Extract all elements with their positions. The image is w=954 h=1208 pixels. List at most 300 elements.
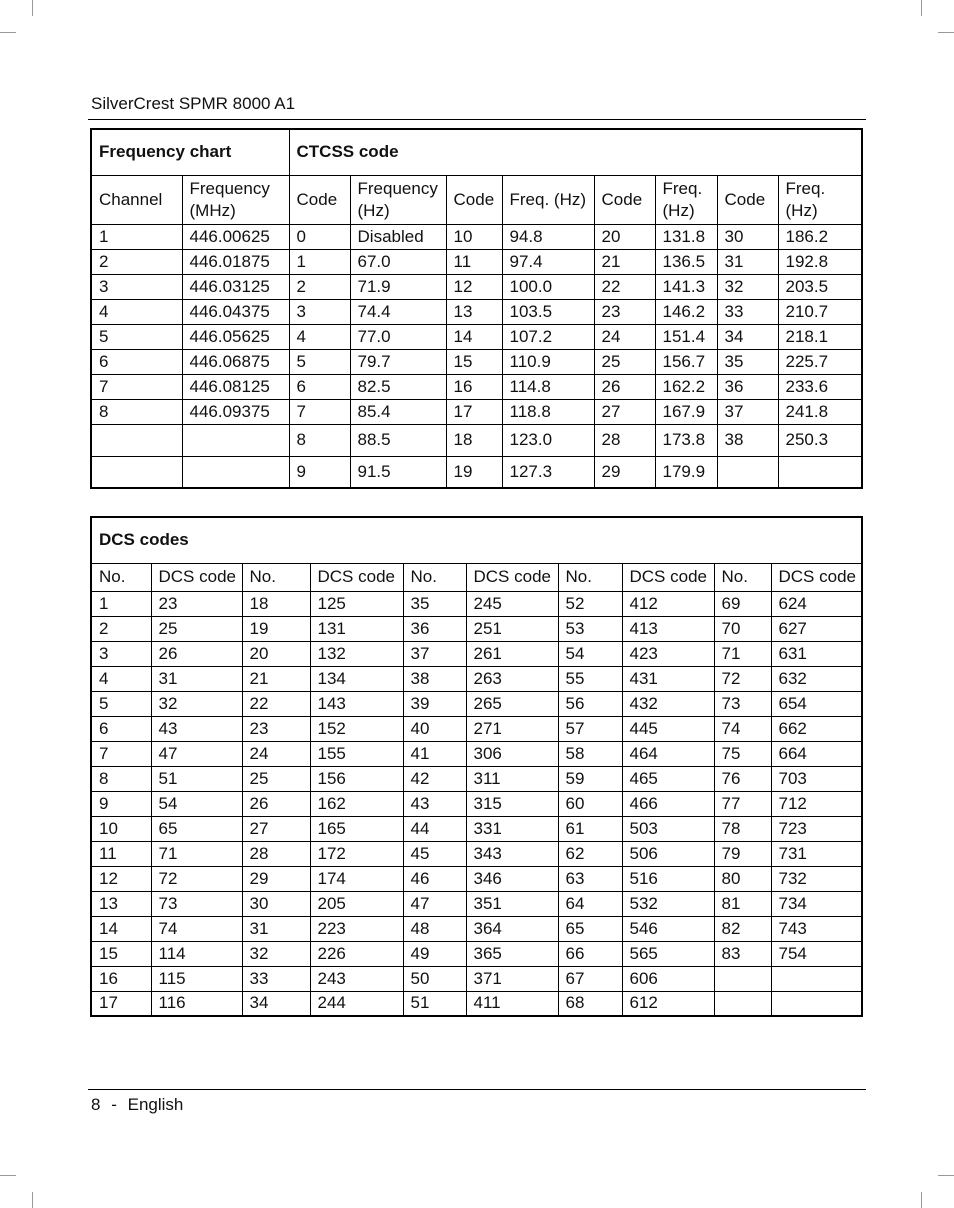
column-header: DCS code <box>771 563 862 591</box>
table-cell: 203.5 <box>778 274 862 299</box>
table-cell <box>91 424 182 456</box>
table-row <box>91 456 862 488</box>
table-cell: 78 <box>714 816 771 841</box>
table-cell: 8 <box>91 399 182 424</box>
table-cell: 75 <box>714 741 771 766</box>
table-row <box>91 941 862 966</box>
table-cell: 36 <box>403 616 466 641</box>
table-cell: 33 <box>717 299 778 324</box>
table-cell: 141.3 <box>655 274 717 299</box>
table-cell: 36 <box>717 374 778 399</box>
table-cell: 114.8 <box>502 374 594 399</box>
table-cell: 223 <box>310 916 403 941</box>
footer-separator: - <box>111 1095 117 1114</box>
header-divider <box>88 119 866 120</box>
table-cell: 19 <box>446 456 502 488</box>
table-row <box>91 666 862 691</box>
table-cell: 4 <box>91 666 151 691</box>
table-cell: 3 <box>91 641 151 666</box>
table-cell: 54 <box>558 641 622 666</box>
crop-mark <box>938 32 954 33</box>
table-cell: 43 <box>403 791 466 816</box>
table-cell: 662 <box>771 716 862 741</box>
table-cell: 446.01875 <box>182 249 289 274</box>
table-cell: 71 <box>714 641 771 666</box>
page-number: 8 <box>91 1095 101 1114</box>
column-header: Frequency (MHz) <box>182 175 289 224</box>
table-cell: 6 <box>289 374 350 399</box>
table-cell: 16 <box>446 374 502 399</box>
table-cell: 134 <box>310 666 403 691</box>
table-cell: 118.8 <box>502 399 594 424</box>
table-cell: 47 <box>403 891 466 916</box>
table-cell <box>182 424 289 456</box>
table-cell: 50 <box>403 966 466 991</box>
column-header: Code <box>289 175 350 224</box>
table-cell: 94.8 <box>502 224 594 249</box>
table-cell: 18 <box>242 591 310 616</box>
table-cell: 67 <box>558 966 622 991</box>
table-cell: 79 <box>714 841 771 866</box>
table-row <box>91 891 862 916</box>
column-header: DCS code <box>622 563 714 591</box>
table-cell: 44 <box>403 816 466 841</box>
table-row <box>91 791 862 816</box>
table-cell: 186.2 <box>778 224 862 249</box>
table-cell: 24 <box>594 324 655 349</box>
table-cell: 20 <box>242 641 310 666</box>
table-cell: 23 <box>242 716 310 741</box>
table-cell <box>778 456 862 488</box>
table-cell: 446.00625 <box>182 224 289 249</box>
table-cell: 29 <box>242 866 310 891</box>
table-cell: 74 <box>151 916 242 941</box>
table-row <box>91 966 862 991</box>
table-cell: 466 <box>622 791 714 816</box>
table-row <box>91 249 862 274</box>
table-cell: 233.6 <box>778 374 862 399</box>
column-header: No. <box>403 563 466 591</box>
table-cell: 34 <box>242 991 310 1016</box>
table-cell: 49 <box>403 941 466 966</box>
table-cell: 22 <box>594 274 655 299</box>
table-cell: 47 <box>151 741 242 766</box>
table-row <box>91 591 862 616</box>
table-cell: 411 <box>466 991 558 1016</box>
table-cell: 33 <box>242 966 310 991</box>
section-frequency-chart: Frequency chart <box>91 129 289 175</box>
table-cell: 80 <box>714 866 771 891</box>
table-cell: 62 <box>558 841 622 866</box>
column-header: No. <box>242 563 310 591</box>
column-header: No. <box>91 563 151 591</box>
column-header: Channel <box>91 175 182 224</box>
table-cell: 343 <box>466 841 558 866</box>
table-cell: 41 <box>403 741 466 766</box>
table-cell: 76 <box>714 766 771 791</box>
table-cell: 734 <box>771 891 862 916</box>
table-cell: 225.7 <box>778 349 862 374</box>
table-cell: 32 <box>242 941 310 966</box>
column-header: No. <box>714 563 771 591</box>
table-cell: 123.0 <box>502 424 594 456</box>
table-cell: 34 <box>717 324 778 349</box>
table-cell <box>771 991 862 1016</box>
table-cell: 65 <box>558 916 622 941</box>
table-cell: 155 <box>310 741 403 766</box>
table-cell: 546 <box>622 916 714 941</box>
table-cell: 152 <box>310 716 403 741</box>
table-cell: 79.7 <box>350 349 446 374</box>
table-cell: 73 <box>714 691 771 716</box>
table-cell: 446.05625 <box>182 324 289 349</box>
table-cell: 91.5 <box>350 456 446 488</box>
table-cell: 2 <box>91 249 182 274</box>
table-cell: 226 <box>310 941 403 966</box>
table-cell: 532 <box>622 891 714 916</box>
table-cell: 25 <box>242 766 310 791</box>
table-cell: 0 <box>289 224 350 249</box>
table-cell: 110.9 <box>502 349 594 374</box>
column-header: Code <box>594 175 655 224</box>
table-cell: 13 <box>91 891 151 916</box>
table-cell: Disabled <box>350 224 446 249</box>
table-cell: 114 <box>151 941 242 966</box>
table-cell: 631 <box>771 641 862 666</box>
crop-mark <box>938 1175 954 1176</box>
table-cell: 331 <box>466 816 558 841</box>
table-cell: 205 <box>310 891 403 916</box>
section-dcs-codes: DCS codes <box>91 517 862 563</box>
table-cell: 70 <box>714 616 771 641</box>
table-cell: 68 <box>558 991 622 1016</box>
table-cell: 265 <box>466 691 558 716</box>
table-cell: 732 <box>771 866 862 891</box>
footer-language: English <box>127 1095 184 1114</box>
table-cell: 81 <box>714 891 771 916</box>
table-cell: 53 <box>558 616 622 641</box>
table-cell: 28 <box>594 424 655 456</box>
table-cell: 8 <box>289 424 350 456</box>
table-cell: 59 <box>558 766 622 791</box>
table-cell: 14 <box>446 324 502 349</box>
table-cell: 61 <box>558 816 622 841</box>
crop-mark <box>0 1175 16 1176</box>
table-cell: 446.06875 <box>182 349 289 374</box>
table-cell: 4 <box>289 324 350 349</box>
column-header: Freq. (Hz) <box>655 175 717 224</box>
table-cell: 22 <box>242 691 310 716</box>
table-row <box>91 224 862 249</box>
table-cell: 132 <box>310 641 403 666</box>
table-cell: 66 <box>558 941 622 966</box>
table-cell: 7 <box>91 374 182 399</box>
table-cell: 218.1 <box>778 324 862 349</box>
table-cell: 56 <box>558 691 622 716</box>
table-cell: 71.9 <box>350 274 446 299</box>
table-cell: 55 <box>558 666 622 691</box>
table-cell: 48 <box>403 916 466 941</box>
table-cell: 627 <box>771 616 862 641</box>
table-cell: 127.3 <box>502 456 594 488</box>
table-cell: 244 <box>310 991 403 1016</box>
table-cell: 72 <box>151 866 242 891</box>
table-row <box>91 816 862 841</box>
table-cell: 210.7 <box>778 299 862 324</box>
frequency-ctcss-table <box>90 128 863 489</box>
table-cell: 446.09375 <box>182 399 289 424</box>
table-cell: 3 <box>91 274 182 299</box>
table-cell: 6 <box>91 716 151 741</box>
table-cell: 77 <box>714 791 771 816</box>
table-cell: 315 <box>466 791 558 816</box>
table-cell: 245 <box>466 591 558 616</box>
table-cell: 15 <box>91 941 151 966</box>
table-cell: 506 <box>622 841 714 866</box>
table-cell: 125 <box>310 591 403 616</box>
table-cell: 25 <box>594 349 655 374</box>
column-header: DCS code <box>310 563 403 591</box>
table-cell: 271 <box>466 716 558 741</box>
table-cell: 445 <box>622 716 714 741</box>
table-cell: 364 <box>466 916 558 941</box>
table-cell: 464 <box>622 741 714 766</box>
table-cell: 107.2 <box>502 324 594 349</box>
table-cell: 306 <box>466 741 558 766</box>
table-cell: 16 <box>91 966 151 991</box>
table-cell: 51 <box>151 766 242 791</box>
table-cell: 88.5 <box>350 424 446 456</box>
table-cell: 13 <box>446 299 502 324</box>
table-cell: 82 <box>714 916 771 941</box>
table-cell <box>182 456 289 488</box>
table-cell: 632 <box>771 666 862 691</box>
table-cell: 606 <box>622 966 714 991</box>
table-cell: 27 <box>242 816 310 841</box>
column-header: DCS code <box>466 563 558 591</box>
table-cell: 26 <box>151 641 242 666</box>
table-cell: 37 <box>717 399 778 424</box>
table-row <box>91 841 862 866</box>
table-cell: 26 <box>594 374 655 399</box>
table-row <box>91 741 862 766</box>
table-cell: 20 <box>594 224 655 249</box>
table-cell: 1 <box>289 249 350 274</box>
table-cell: 39 <box>403 691 466 716</box>
table-cell: 85.4 <box>350 399 446 424</box>
table-cell: 100.0 <box>502 274 594 299</box>
table-cell: 413 <box>622 616 714 641</box>
column-header: Frequency (Hz) <box>350 175 446 224</box>
table-cell: 261 <box>466 641 558 666</box>
table-cell: 23 <box>151 591 242 616</box>
table-row <box>91 916 862 941</box>
table-cell: 67.0 <box>350 249 446 274</box>
table-cell: 12 <box>91 866 151 891</box>
table-cell: 172 <box>310 841 403 866</box>
table-cell: 1 <box>91 224 182 249</box>
table-cell: 83 <box>714 941 771 966</box>
table-cell: 365 <box>466 941 558 966</box>
table-cell: 115 <box>151 966 242 991</box>
crop-mark <box>0 32 16 33</box>
table-cell: 432 <box>622 691 714 716</box>
table-cell: 65 <box>151 816 242 841</box>
table-row <box>91 991 862 1016</box>
table-cell: 10 <box>446 224 502 249</box>
table-row <box>91 324 862 349</box>
table-cell: 43 <box>151 716 242 741</box>
table-row <box>91 641 862 666</box>
table-cell: 7 <box>289 399 350 424</box>
table-cell: 69 <box>714 591 771 616</box>
table-cell: 7 <box>91 741 151 766</box>
table-cell: 31 <box>151 666 242 691</box>
table-cell: 250.3 <box>778 424 862 456</box>
table-cell: 12 <box>446 274 502 299</box>
table-cell: 156 <box>310 766 403 791</box>
table-cell: 46 <box>403 866 466 891</box>
table-cell: 64 <box>558 891 622 916</box>
table-cell: 712 <box>771 791 862 816</box>
table-cell: 9 <box>289 456 350 488</box>
table-cell: 5 <box>91 324 182 349</box>
table-cell: 131.8 <box>655 224 717 249</box>
crop-mark <box>32 1192 33 1208</box>
table-cell <box>717 456 778 488</box>
table-cell: 263 <box>466 666 558 691</box>
table-cell: 162.2 <box>655 374 717 399</box>
table-cell: 2 <box>289 274 350 299</box>
table-cell: 311 <box>466 766 558 791</box>
column-header: Code <box>446 175 502 224</box>
table-cell <box>714 991 771 1016</box>
table-cell: 32 <box>717 274 778 299</box>
table-cell: 143 <box>310 691 403 716</box>
table-cell: 251 <box>466 616 558 641</box>
table-cell: 1 <box>91 591 151 616</box>
table-cell: 14 <box>91 916 151 941</box>
table-cell: 192.8 <box>778 249 862 274</box>
table-cell: 243 <box>310 966 403 991</box>
table-cell: 52 <box>558 591 622 616</box>
table-cell: 162 <box>310 791 403 816</box>
table-cell: 167.9 <box>655 399 717 424</box>
table-cell: 51 <box>403 991 466 1016</box>
table-cell: 151.4 <box>655 324 717 349</box>
table-cell: 8 <box>91 766 151 791</box>
table-cell: 624 <box>771 591 862 616</box>
table-cell: 116 <box>151 991 242 1016</box>
table-cell: 45 <box>403 841 466 866</box>
table-cell: 30 <box>242 891 310 916</box>
table-cell: 19 <box>242 616 310 641</box>
crop-mark <box>32 0 33 16</box>
table-cell: 754 <box>771 941 862 966</box>
table-cell: 446.03125 <box>182 274 289 299</box>
table-cell: 179.9 <box>655 456 717 488</box>
table-cell: 26 <box>242 791 310 816</box>
footer-divider <box>88 1089 866 1090</box>
table-cell: 97.4 <box>502 249 594 274</box>
table-row <box>91 766 862 791</box>
table-cell: 54 <box>151 791 242 816</box>
table-row <box>91 716 862 741</box>
table-cell: 5 <box>289 349 350 374</box>
table-cell: 446.04375 <box>182 299 289 324</box>
table-cell: 412 <box>622 591 714 616</box>
table-cell: 31 <box>242 916 310 941</box>
table-row <box>91 866 862 891</box>
table-cell: 32 <box>151 691 242 716</box>
page-header-title: SilverCrest SPMR 8000 A1 <box>91 94 296 113</box>
table-cell: 465 <box>622 766 714 791</box>
table-cell: 27 <box>594 399 655 424</box>
table-cell: 77.0 <box>350 324 446 349</box>
table-row <box>91 299 862 324</box>
table-cell: 82.5 <box>350 374 446 399</box>
table-cell: 156.7 <box>655 349 717 374</box>
table-cell: 72 <box>714 666 771 691</box>
section-ctcss-code: CTCSS code <box>289 129 862 175</box>
table-cell: 103.5 <box>502 299 594 324</box>
table-cell: 11 <box>446 249 502 274</box>
table-cell: 74 <box>714 716 771 741</box>
table-row <box>91 691 862 716</box>
table-cell: 21 <box>594 249 655 274</box>
table-cell: 516 <box>622 866 714 891</box>
table-cell: 5 <box>91 691 151 716</box>
table-cell: 174 <box>310 866 403 891</box>
table-cell: 146.2 <box>655 299 717 324</box>
table-cell: 74.4 <box>350 299 446 324</box>
table-cell: 423 <box>622 641 714 666</box>
table-row <box>91 349 862 374</box>
dcs-codes-table <box>90 516 863 1017</box>
table-cell: 60 <box>558 791 622 816</box>
table-cell: 29 <box>594 456 655 488</box>
table-cell: 37 <box>403 641 466 666</box>
table-cell: 24 <box>242 741 310 766</box>
table-cell <box>771 966 862 991</box>
table-cell: 73 <box>151 891 242 916</box>
table-row <box>91 424 862 456</box>
table-cell: 30 <box>717 224 778 249</box>
table-cell: 431 <box>622 666 714 691</box>
table-cell <box>714 966 771 991</box>
table-cell: 654 <box>771 691 862 716</box>
table-cell: 71 <box>151 841 242 866</box>
table-cell: 241.8 <box>778 399 862 424</box>
table-cell: 38 <box>403 666 466 691</box>
table-cell: 17 <box>91 991 151 1016</box>
table-cell: 743 <box>771 916 862 941</box>
column-header: Freq. (Hz) <box>502 175 594 224</box>
column-header: Code <box>717 175 778 224</box>
table-cell: 3 <box>289 299 350 324</box>
column-header: Freq. (Hz) <box>778 175 862 224</box>
crop-mark <box>921 1192 922 1208</box>
table-cell: 2 <box>91 616 151 641</box>
table-cell: 351 <box>466 891 558 916</box>
table-cell: 10 <box>91 816 151 841</box>
column-header: No. <box>558 563 622 591</box>
crop-mark <box>921 0 922 16</box>
table-cell: 21 <box>242 666 310 691</box>
table-cell: 11 <box>91 841 151 866</box>
table-cell: 57 <box>558 716 622 741</box>
table-cell: 58 <box>558 741 622 766</box>
